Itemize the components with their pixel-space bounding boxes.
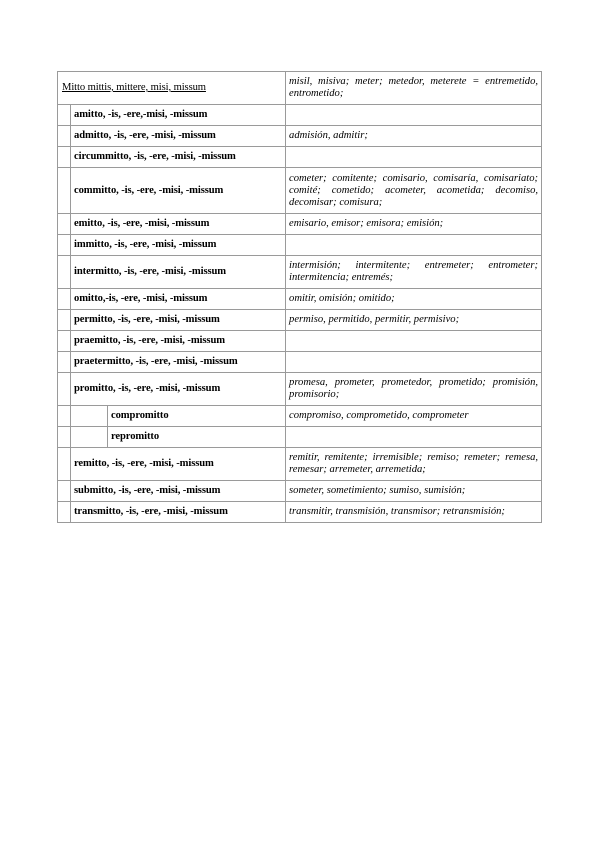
latin-verb: transmitto, -is, -ere, -misi, -missum bbox=[74, 506, 228, 517]
spanish-derivatives bbox=[286, 242, 541, 248]
latin-cell bbox=[71, 126, 286, 147]
spanish-cell bbox=[286, 256, 542, 289]
indent-cell bbox=[71, 427, 108, 448]
table-row bbox=[58, 105, 542, 126]
spanish-derivatives: transmitir, transmisión, transmisor; retransmisión; bbox=[289, 506, 505, 517]
spanish-cell bbox=[286, 352, 542, 373]
indent-cell bbox=[58, 289, 71, 310]
latin-cell bbox=[71, 448, 286, 481]
table-row bbox=[58, 289, 542, 310]
root-derivatives: misil, misiva; meter; metedor, meterete = entremetido, entrometido; bbox=[289, 76, 539, 99]
table-row bbox=[58, 331, 542, 352]
spanish-derivatives: compromiso, comprometido, comprometer bbox=[289, 410, 469, 421]
latin-cell bbox=[71, 105, 286, 126]
table-row bbox=[58, 373, 542, 406]
latin-verb: repromitto bbox=[111, 431, 160, 442]
latin-cell bbox=[71, 502, 286, 523]
latin-verb: praemitto, -is, -ere, -misi, -missum bbox=[74, 335, 225, 346]
indent-cell bbox=[58, 427, 71, 448]
spanish-cell bbox=[286, 214, 542, 235]
spanish-derivatives: intermisión; intermitente; entremeter; entrometer; intermitencia; entremés; bbox=[289, 260, 539, 283]
indent-cell bbox=[58, 105, 71, 126]
latin-verb: committo, -is, -ere, -misi, -missum bbox=[74, 184, 224, 196]
latin-cell bbox=[71, 168, 286, 214]
root-verb-heading: Mitto mittis, mittere, misi, missum bbox=[62, 82, 206, 93]
latin-verb: promitto, -is, -ere, -misi, -missum bbox=[74, 383, 221, 394]
spanish-cell bbox=[286, 427, 542, 448]
latin-cell bbox=[71, 481, 286, 502]
table-row bbox=[58, 147, 542, 168]
table-row bbox=[58, 427, 542, 448]
spanish-derivatives: remitir, remitente; irremisible; remiso; remeter; remesa, remesar; arremeter, arremetida; bbox=[289, 452, 539, 475]
spanish-derivatives: emisario, emisor; emisora; emisión; bbox=[289, 218, 444, 229]
latin-verb: permitto, -is, -ere, -misi, -missum bbox=[74, 314, 220, 325]
spanish-cell bbox=[286, 105, 542, 126]
indent-cell bbox=[58, 502, 71, 523]
latin-verb: omitto,-is, -ere, -misi, -missum bbox=[74, 293, 208, 304]
table-row bbox=[58, 481, 542, 502]
table-row bbox=[58, 235, 542, 256]
table-row bbox=[58, 126, 542, 147]
table-row bbox=[58, 352, 542, 373]
latin-cell bbox=[108, 427, 286, 448]
indent-cell bbox=[58, 147, 71, 168]
spanish-cell bbox=[286, 168, 542, 214]
latin-cell bbox=[71, 331, 286, 352]
indent-cell bbox=[58, 310, 71, 331]
spanish-cell bbox=[286, 481, 542, 502]
indent-cell bbox=[71, 406, 108, 427]
vocabulary-table bbox=[57, 71, 542, 523]
table-header-row bbox=[58, 72, 542, 105]
latin-verb: compromitto bbox=[111, 410, 169, 421]
spanish-cell bbox=[286, 289, 542, 310]
spanish-cell bbox=[286, 310, 542, 331]
latin-verb: amitto, -is, -ere,-misi, -missum bbox=[74, 109, 208, 120]
latin-verb: praetermitto, -is, -ere, -misi, -missum bbox=[74, 356, 238, 367]
spanish-derivatives bbox=[286, 154, 541, 160]
indent-cell bbox=[58, 331, 71, 352]
spanish-derivatives: someter, sometimiento; sumiso, sumisión; bbox=[289, 485, 466, 496]
indent-cell bbox=[58, 481, 71, 502]
latin-verb: admitto, -is, -ere, -misi, -missum bbox=[74, 130, 216, 141]
spanish-derivatives: permiso, permitido, permitir, permisivo; bbox=[289, 314, 460, 325]
indent-cell bbox=[58, 235, 71, 256]
indent-cell bbox=[58, 448, 71, 481]
spanish-derivatives bbox=[286, 338, 541, 344]
spanish-cell bbox=[286, 448, 542, 481]
table-row bbox=[58, 214, 542, 235]
spanish-cell bbox=[286, 72, 542, 105]
latin-cell bbox=[71, 289, 286, 310]
table-row bbox=[58, 168, 542, 214]
latin-verb: intermitto, -is, -ere, -misi, -missum bbox=[74, 266, 227, 277]
latin-cell bbox=[71, 373, 286, 406]
indent-cell bbox=[58, 256, 71, 289]
table-row bbox=[58, 448, 542, 481]
indent-cell bbox=[58, 352, 71, 373]
indent-cell bbox=[58, 126, 71, 147]
latin-verb: circummitto, -is, -ere, -misi, -missum bbox=[74, 151, 236, 162]
latin-verb: immitto, -is, -ere, -misi, -missum bbox=[74, 239, 217, 250]
latin-verb: remitto, -is, -ere, -misi, -missum bbox=[74, 458, 214, 469]
spanish-cell bbox=[286, 126, 542, 147]
table-row bbox=[58, 502, 542, 523]
indent-cell bbox=[58, 168, 71, 214]
indent-cell bbox=[58, 406, 71, 427]
latin-cell bbox=[71, 310, 286, 331]
spanish-derivatives bbox=[286, 112, 541, 118]
latin-cell bbox=[71, 256, 286, 289]
table-row bbox=[58, 406, 542, 427]
spanish-cell bbox=[286, 331, 542, 352]
latin-cell bbox=[71, 235, 286, 256]
spanish-derivatives: omitir, omisión; omitido; bbox=[289, 293, 395, 304]
latin-cell bbox=[71, 214, 286, 235]
latin-cell bbox=[71, 352, 286, 373]
spanish-cell bbox=[286, 235, 542, 256]
spanish-cell bbox=[286, 502, 542, 523]
spanish-derivatives bbox=[286, 359, 541, 365]
spanish-derivatives bbox=[286, 434, 541, 440]
spanish-derivatives: promesa, prometer, prometedor, prometido; promisión, promisorio; bbox=[289, 377, 539, 400]
spanish-cell bbox=[286, 373, 542, 406]
spanish-cell bbox=[286, 147, 542, 168]
table-row bbox=[58, 310, 542, 331]
latin-cell bbox=[58, 72, 286, 105]
latin-cell bbox=[108, 406, 286, 427]
latin-cell bbox=[71, 147, 286, 168]
table-row bbox=[58, 256, 542, 289]
latin-verb: emitto, -is, -ere, -misi, -missum bbox=[74, 218, 210, 229]
latin-verb: submitto, -is, -ere, -misi, -missum bbox=[74, 485, 221, 496]
indent-cell bbox=[58, 214, 71, 235]
spanish-cell bbox=[286, 406, 542, 427]
indent-cell bbox=[58, 373, 71, 406]
spanish-derivatives: admisión, admitir; bbox=[289, 130, 368, 141]
spanish-derivatives: cometer; comitente; comisario, comisaría, comisariato; comité; cometido; acometer, acometida; decomiso, decomisar; comisura; bbox=[289, 172, 539, 208]
